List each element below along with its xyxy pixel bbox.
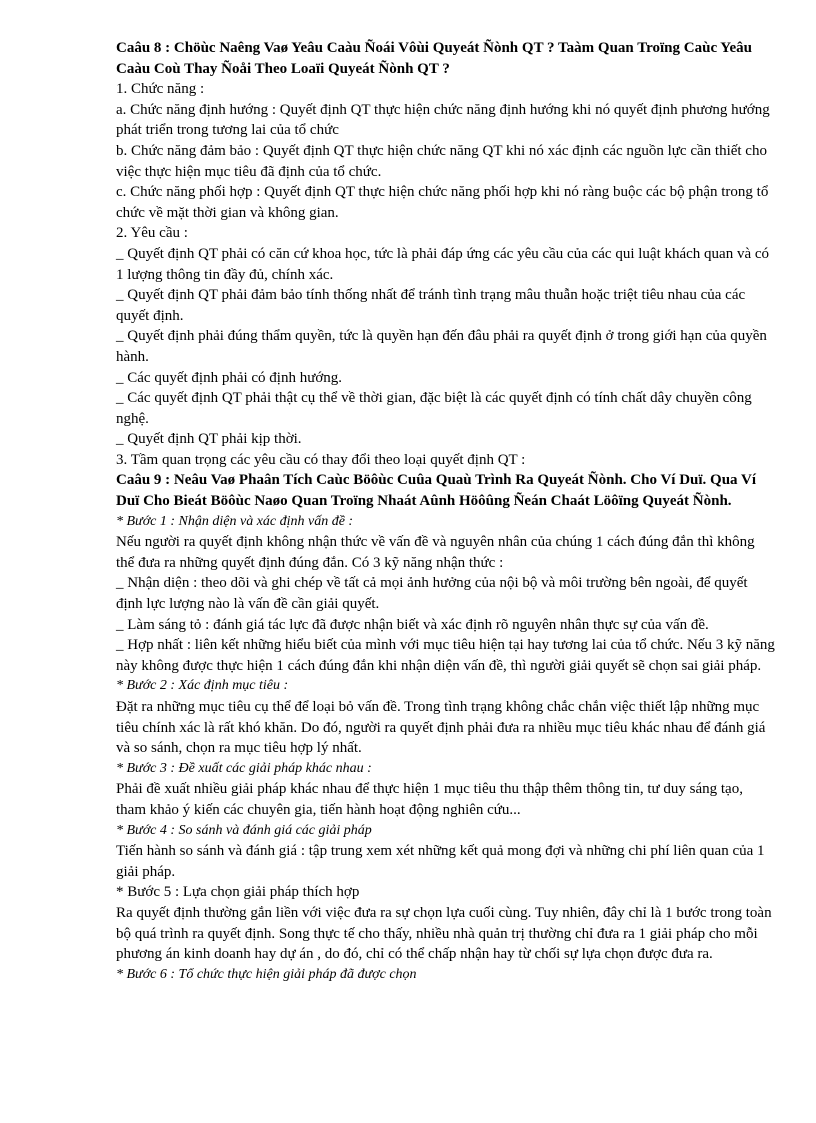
step-2-text: Đặt ra những mục tiêu cụ thể để loại bỏ vấn đề. Trong tình trạng không chắc chắn việc thiết lập những mục tiêu chính xác là rất khó khăn. Do đó, người ra quyết định phải đưa ra nhiều mục tiêu khác nhau để đánh giá và so sánh, chọn ra mục tiêu hợp lý nhất. <box>116 699 766 757</box>
question-8-heading: Caâu 8 : Chöùc Naêng Vaø Yeâu Caàu Ñoái Vôùi Quyeát Ñònh QT ? Taàm Quan Troïng Caùc Yeâu Caàu Coù Thay Ñoåi Theo Loaïi Quyeát Ñònh QT ? <box>116 40 752 77</box>
step-3-title: * Bước 3 : Đề xuất các giải pháp khác nhau : <box>116 760 372 776</box>
requirement-item: _ Quyết định phải đúng thẩm quyền, tức là quyền hạn đến đâu phải ra quyết định ở trong giới hạn của quyền hành. <box>116 328 767 365</box>
step-5-title: * Bước 5 : Lựa chọn giải pháp thích hợp <box>116 884 360 901</box>
step-6-title: * Bước 6 : Tổ chức thực hiện giải pháp đã được chọn <box>116 966 417 982</box>
requirement-item: _ Quyết định QT phải có căn cứ khoa học, tức là phải đáp ứng các yêu cầu của các qui luật khách quan và có 1 lượng thông tin đầy đủ, chính xác. <box>116 245 770 283</box>
requirement-item: _ Quyết định QT phải đảm bảo tính thống nhất để tránh tình trạng mâu thuẫn hoặc triệt tiêu nhau của các quyết định. <box>116 287 746 324</box>
function-item: c. Chức năng phối hợp : Quyết định QT thực hiện chức năng phối hợp khi nó ràng buộc các bộ phận trong tổ chức về mặt thời gian và không gian. <box>116 184 769 221</box>
requirement-item: _ Quyết định QT phải kịp thời. <box>116 431 302 448</box>
step-4-text: Tiến hành so sánh và đánh giá : tập trung xem xét những kết quả mong đợi và những chi phí liên quan của 1 giải pháp. <box>116 843 765 880</box>
step-3-text: Phải đề xuất nhiều giải pháp khác nhau để thực hiện 1 mục tiêu thu thập thêm thông tin, tư duy sáng tạo, tham khảo ý kiến các chuyên gia, tiến hành hoạt động nghiên cứu... <box>116 781 743 818</box>
requirement-item: _ Các quyết định QT phải thật cụ thể về thời gian, đặc biệt là các quyết định có tính chất dây chuyền công nghệ. <box>116 390 752 427</box>
step-5-text: Ra quyết định thường gắn liền với việc đưa ra sự chọn lựa cuối cùng. Tuy nhiên, đây chỉ là 1 bước trong toàn bộ quá trình ra quyết định. Song thực tế cho thấy, nhiều nhà quản trị thường chỉ đưa ra 1 giải pháp cho mỗi phương án kinh doanh hay dự án , do đó, chỉ có thể chấp nhận hay từ chối sự lựa chọn được đưa ra. <box>116 904 772 963</box>
step-4-title: * Bước 4 : So sánh và đánh giá các giải pháp <box>116 822 372 838</box>
step-1-skill: _ Nhận diện : theo dõi và ghi chép về tất cả mọi ảnh hưởng của nội bộ và môi trường bên ngoài, để quyết định lực lượng nào là vấn đề cần giải quyết. <box>116 575 748 613</box>
requirement-item: _ Các quyết định phải có định hướng. <box>116 369 343 386</box>
importance-line: 3. Tầm quan trọng các yêu cầu có thay đổi theo loại quyết định QT : <box>116 451 526 468</box>
step-2-title: * Bước 2 : Xác định mục tiêu : <box>116 678 289 694</box>
function-item: b. Chức năng đảm bảo : Quyết định QT thực hiện chức năng QT khi nó xác định các nguồn lực cần thiết cho việc thực hiện mục tiêu đã định của tổ chức. <box>116 142 767 180</box>
requirements-title: 2. Yêu cầu : <box>116 225 188 242</box>
function-item: a. Chức năng định hướng : Quyết định QT thực hiện chức năng định hướng khi nó quyết định phương hướng phát triển trong tương lai của tổ chức <box>116 101 770 139</box>
question-9-heading: Caâu 9 : Neâu Vaø Phaân Tích Caùc Böôùc Cuûa Quaù Trình Ra Quyeát Ñònh. Cho Ví Duï. Qua Ví Duï Cho Bieát Böôùc Naøo Quan Troïng Nhaát Aûnh Höôûng Ñeán Chaát Löôïng Quyeát Ñònh. <box>116 472 757 510</box>
step-1-intro: Nếu người ra quyết định không nhận thức về vấn đề và nguyên nhân của chúng 1 cách đúng đắn thì không thể đưa ra những quyết định đúng đắn. Có 3 kỹ năng nhận thức : <box>116 534 755 571</box>
document-page <box>116 38 776 985</box>
step-1-skill: _ Làm sáng tỏ : đánh giá tác lực đã được nhận biết và xác định rõ nguyên nhân thực sự của vấn đề. <box>116 616 709 633</box>
step-1-title: * Bước 1 : Nhận diện và xác định vấn đề : <box>116 513 354 529</box>
functions-title: 1. Chức năng : <box>116 81 205 98</box>
step-1-skill: _ Hợp nhất : liên kết những hiểu biết của mình với mục tiêu hiện tại hay tương lai của tổ chức. Nếu 3 kỹ năng này không được thực hiện 1 cách đúng đắn khi nhận diện vấn đề, thì người giải quyết sẽ chọn sai giải pháp. <box>116 637 775 674</box>
